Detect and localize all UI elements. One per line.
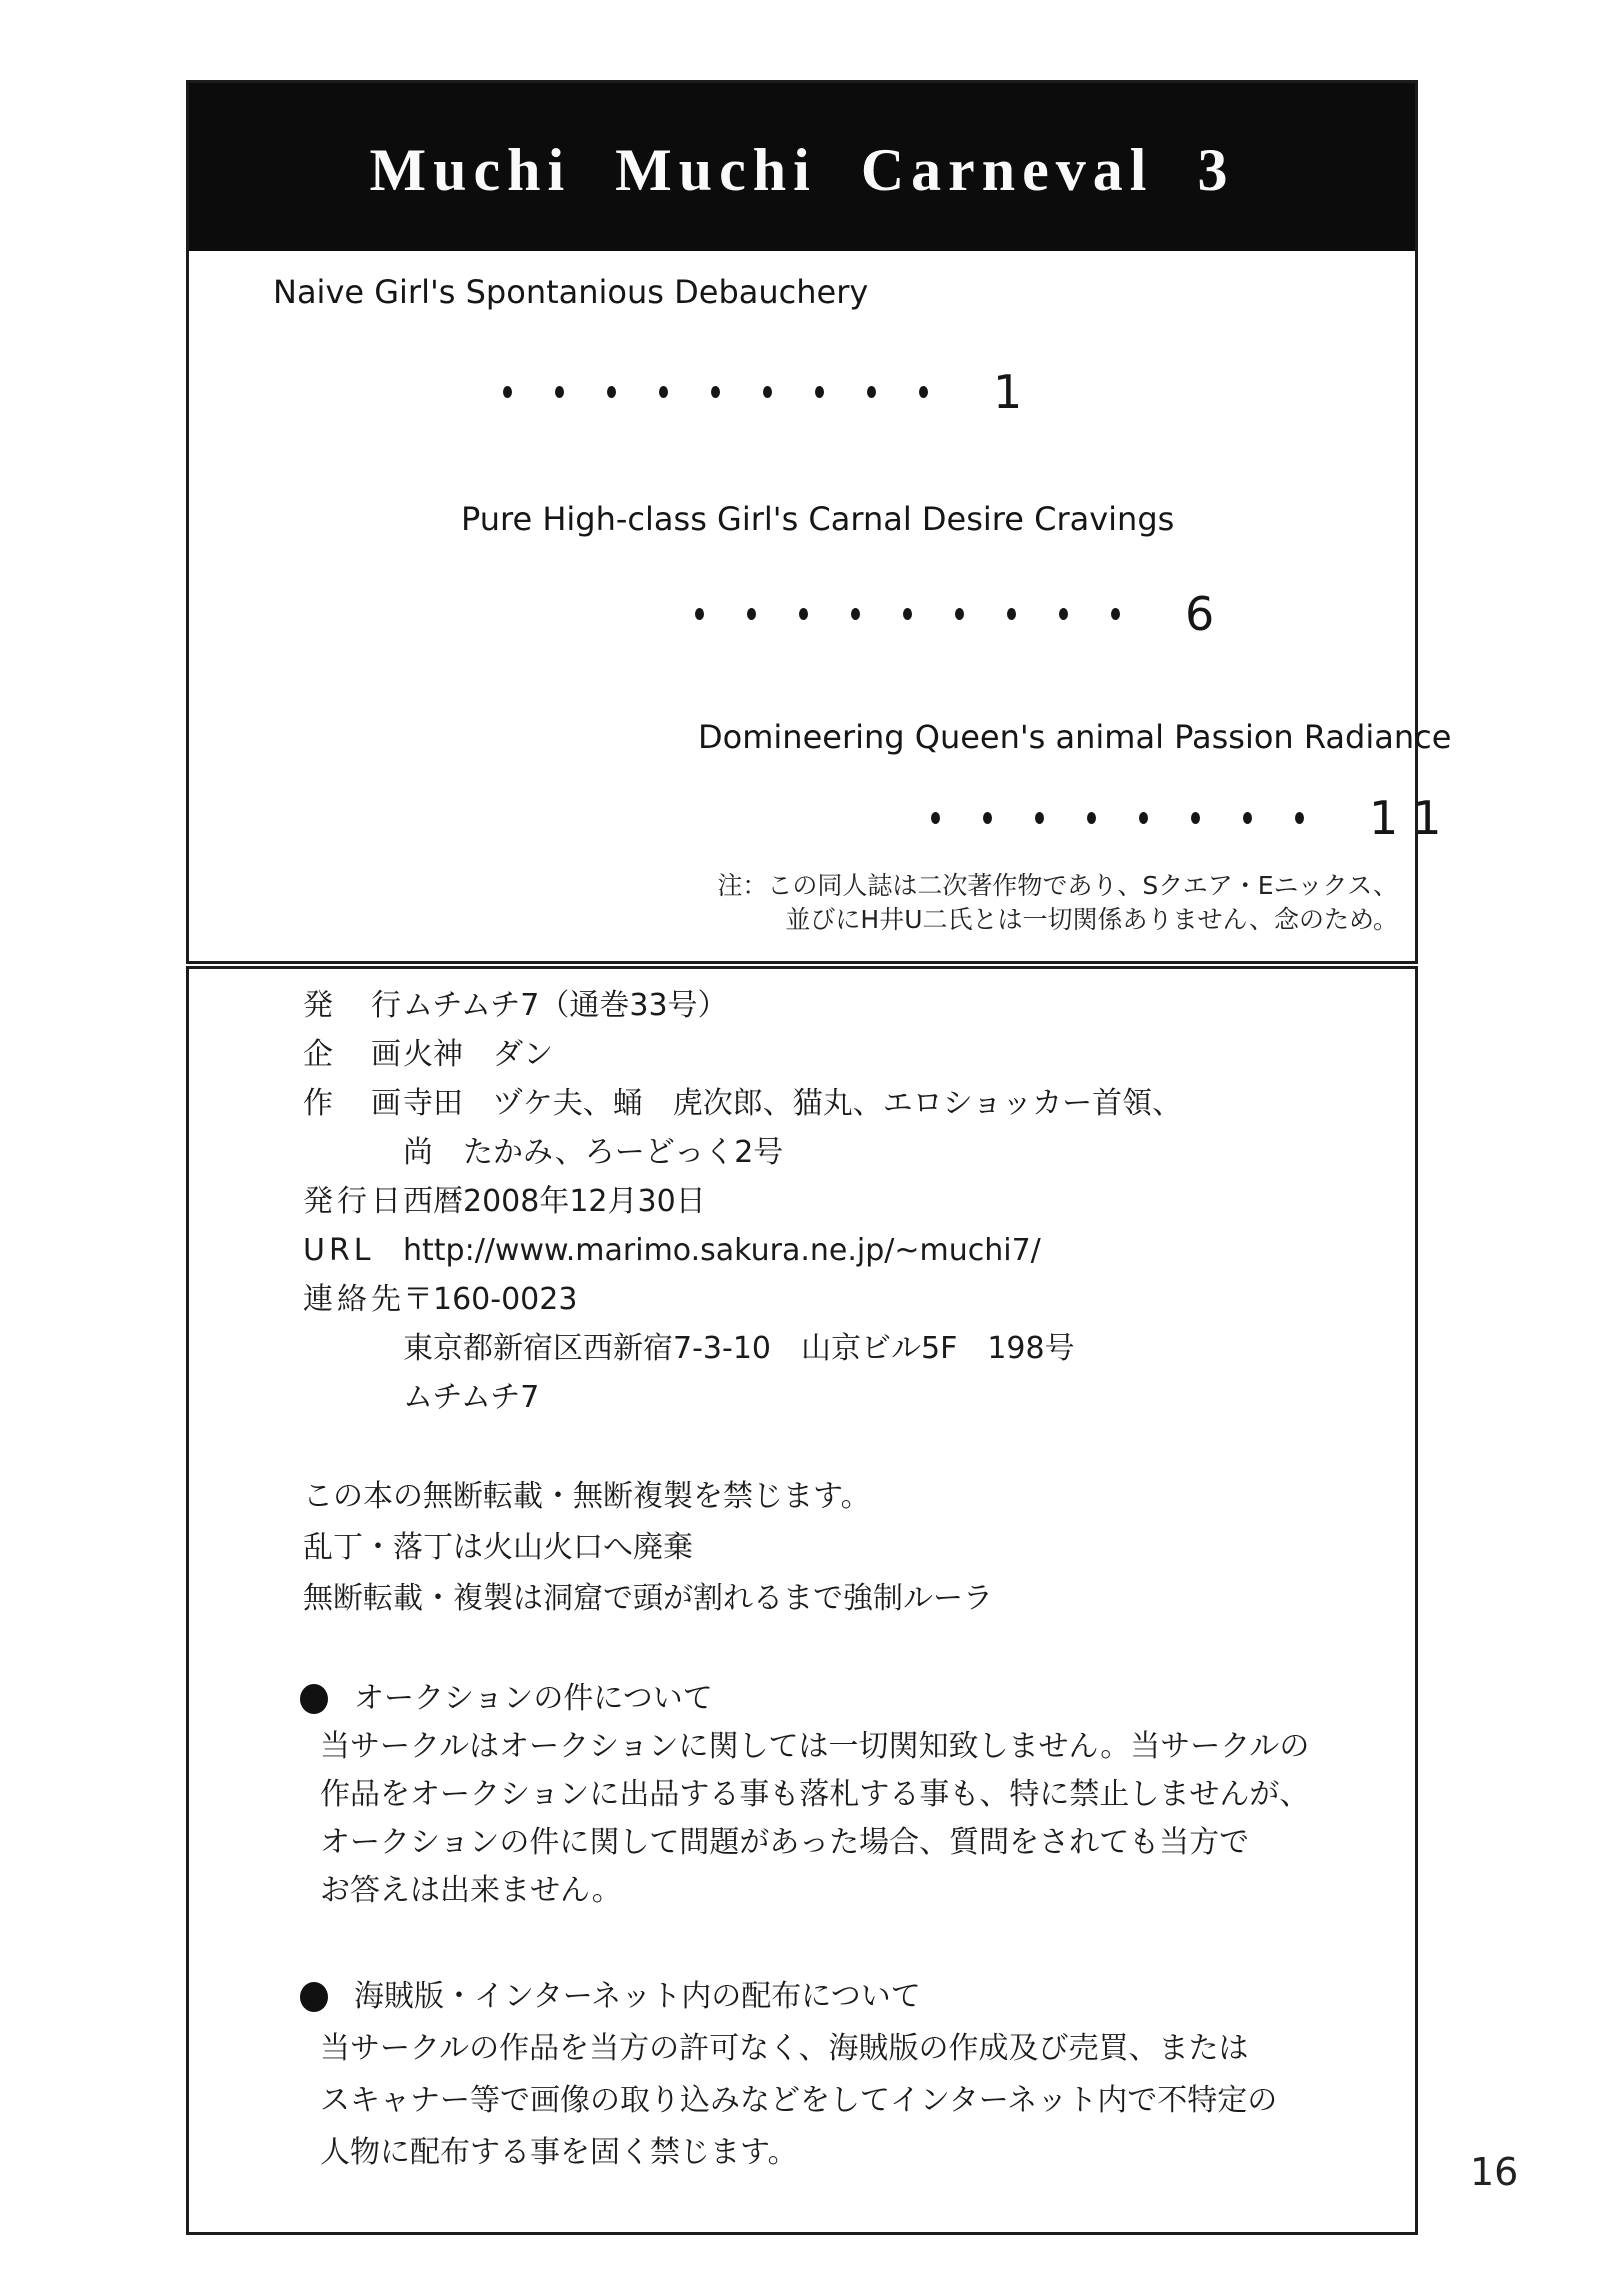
colophon-row-value: 尚 たかみ、ろーどっく2号 xyxy=(403,1135,784,1170)
leader-dot xyxy=(851,608,860,620)
toc-page-number: 6 xyxy=(1185,587,1229,641)
piracy-policy-line: スキャナー等で画像の取り込みなどをしてインターネット内で不特定の xyxy=(320,2083,1278,2118)
auction-policy-line: 作品をオークションに出品する事も落札する事も、特に禁止しませんが、 xyxy=(320,1777,1310,1812)
colophon-row xyxy=(303,1079,1182,1128)
reprint-notices xyxy=(303,1471,993,1624)
piracy-policy-section xyxy=(300,1971,1277,2179)
colophon-row-value: 東京都新宿区西新宿7-3-10 山京ビル5F 198号 xyxy=(403,1331,1075,1366)
colophon-row xyxy=(303,1177,1182,1226)
colophon-row-value: ムチムチ7 xyxy=(403,1380,540,1415)
colophon-rows xyxy=(303,981,1182,1422)
colophon-row-label xyxy=(303,1128,403,1177)
colophon-row-label: 発 行 xyxy=(303,988,405,1023)
page-title: Muchi Muchi Carneval 3 xyxy=(369,136,1235,203)
auction-policy-heading xyxy=(300,1675,1309,1723)
colophon-row-label: 作 画 xyxy=(303,1086,405,1121)
auction-policy-line: お答えは出来ません。 xyxy=(320,1873,622,1908)
colophon-row-value: ムチムチ7（通巻33号） xyxy=(403,988,728,1023)
toc-dot-leader xyxy=(695,586,1228,642)
colophon-row-label: 企 画 xyxy=(303,1037,405,1072)
colophon-row-label: URL xyxy=(303,1233,375,1268)
leader-dot xyxy=(1139,812,1148,824)
piracy-policy-line: 人物に配布する事を固く禁じます。 xyxy=(320,2135,798,2170)
leader-dot xyxy=(503,386,512,398)
leader-dot xyxy=(1111,608,1120,620)
bullet-icon xyxy=(300,1982,328,2012)
leader-dot xyxy=(763,386,772,398)
leader-dot xyxy=(607,386,616,398)
leader-dot xyxy=(1243,812,1252,824)
colophon-row xyxy=(303,1275,1182,1324)
leader-dot xyxy=(711,386,720,398)
colophon-row-value: 寺田 ヅケ夫、蛹 虎次郎、猫丸、エロショッカー首領、 xyxy=(403,1086,1183,1121)
toc-dot-leader xyxy=(503,364,1036,420)
colophon-row-label: 連絡先 xyxy=(303,1282,405,1317)
auction-policy-title: オークションの件について xyxy=(354,1681,713,1716)
leader-dot xyxy=(983,812,992,824)
colophon-row-label xyxy=(303,1373,403,1422)
leader-dot xyxy=(1059,608,1068,620)
leader-dot xyxy=(919,386,928,398)
leader-dot xyxy=(1191,812,1200,824)
leader-dot xyxy=(903,608,912,620)
notice-line: 乱丁・落丁は火山火口へ廃棄 xyxy=(303,1530,693,1565)
leader-dot xyxy=(799,608,808,620)
colophon-row-value: 西暦2008年12月30日 xyxy=(403,1184,706,1219)
colophon-row xyxy=(303,1373,1182,1422)
leader-dot xyxy=(659,386,668,398)
auction-policy-section xyxy=(300,1675,1309,1915)
leader-dot xyxy=(1295,812,1304,824)
leader-dot xyxy=(1007,608,1016,620)
colophon-row-label: 発行日 xyxy=(303,1184,405,1219)
colophon-row-value: 火神 ダン xyxy=(403,1037,554,1072)
leader-dot xyxy=(815,386,824,398)
disclaimer-line: 注：この同人誌は二次著作物であり、Sクエア・Eニックス、 xyxy=(717,871,1398,900)
toc-page-number: 11 xyxy=(1369,791,1456,845)
colophon-row xyxy=(303,1226,1182,1275)
title-banner xyxy=(189,83,1415,251)
page-number: 16 xyxy=(1470,2150,1519,2194)
auction-policy-line: 当サークルはオークションに関しては一切関知致しません。当サークルの xyxy=(320,1729,1310,1764)
bullet-icon xyxy=(300,1684,328,1714)
toc-dot-leader xyxy=(931,790,1456,846)
colophon-row-label xyxy=(303,1324,403,1373)
notice-line: この本の無断転載・無断複製を禁じます。 xyxy=(303,1479,871,1514)
toc-entry-label: Domineering Queen's animal Passion Radiance xyxy=(698,718,1452,756)
piracy-policy-heading xyxy=(300,1971,1277,2023)
disclaimer-note xyxy=(717,869,1398,937)
piracy-policy-title: 海賊版・インターネット内の配布について xyxy=(354,1979,921,2014)
leader-dot xyxy=(931,812,940,824)
colophon-row xyxy=(303,1128,1182,1177)
colophon-panel xyxy=(186,966,1418,2235)
leader-dot xyxy=(867,386,876,398)
colophon-row xyxy=(303,1030,1182,1079)
colophon-row xyxy=(303,1324,1182,1373)
colophon-row-value: http://www.marimo.sakura.ne.jp/~muchi7/ xyxy=(403,1233,1041,1268)
toc-panel xyxy=(186,80,1456,964)
auction-policy-line: オークションの件に関して問題があった場合、質問をされても当方で xyxy=(320,1825,1250,1860)
leader-dot xyxy=(747,608,756,620)
leader-dot xyxy=(555,386,564,398)
toc-entry-label: Pure High-class Girl's Carnal Desire Cravings xyxy=(461,500,1175,538)
colophon-row-value: 〒160-0023 xyxy=(403,1282,578,1317)
toc-entry-label: Naive Girl's Spontanious Debauchery xyxy=(273,273,869,311)
piracy-policy-line: 当サークルの作品を当方の許可なく、海賊版の作成及び売買、または xyxy=(320,2031,1249,2066)
leader-dot xyxy=(955,608,964,620)
leader-dot xyxy=(1035,812,1044,824)
leader-dot xyxy=(695,608,704,620)
leader-dot xyxy=(1087,812,1096,824)
piracy-policy-body xyxy=(300,2023,1277,2179)
notice-line: 無断転載・複製は洞窟で頭が割れるまで強制ルーラ xyxy=(303,1581,993,1616)
auction-policy-body xyxy=(300,1723,1309,1915)
toc-page-number: 1 xyxy=(993,365,1037,419)
disclaimer-line: 並びにH井U二氏とは一切関係ありません、念のため。 xyxy=(785,905,1398,934)
colophon-row xyxy=(303,981,1182,1030)
